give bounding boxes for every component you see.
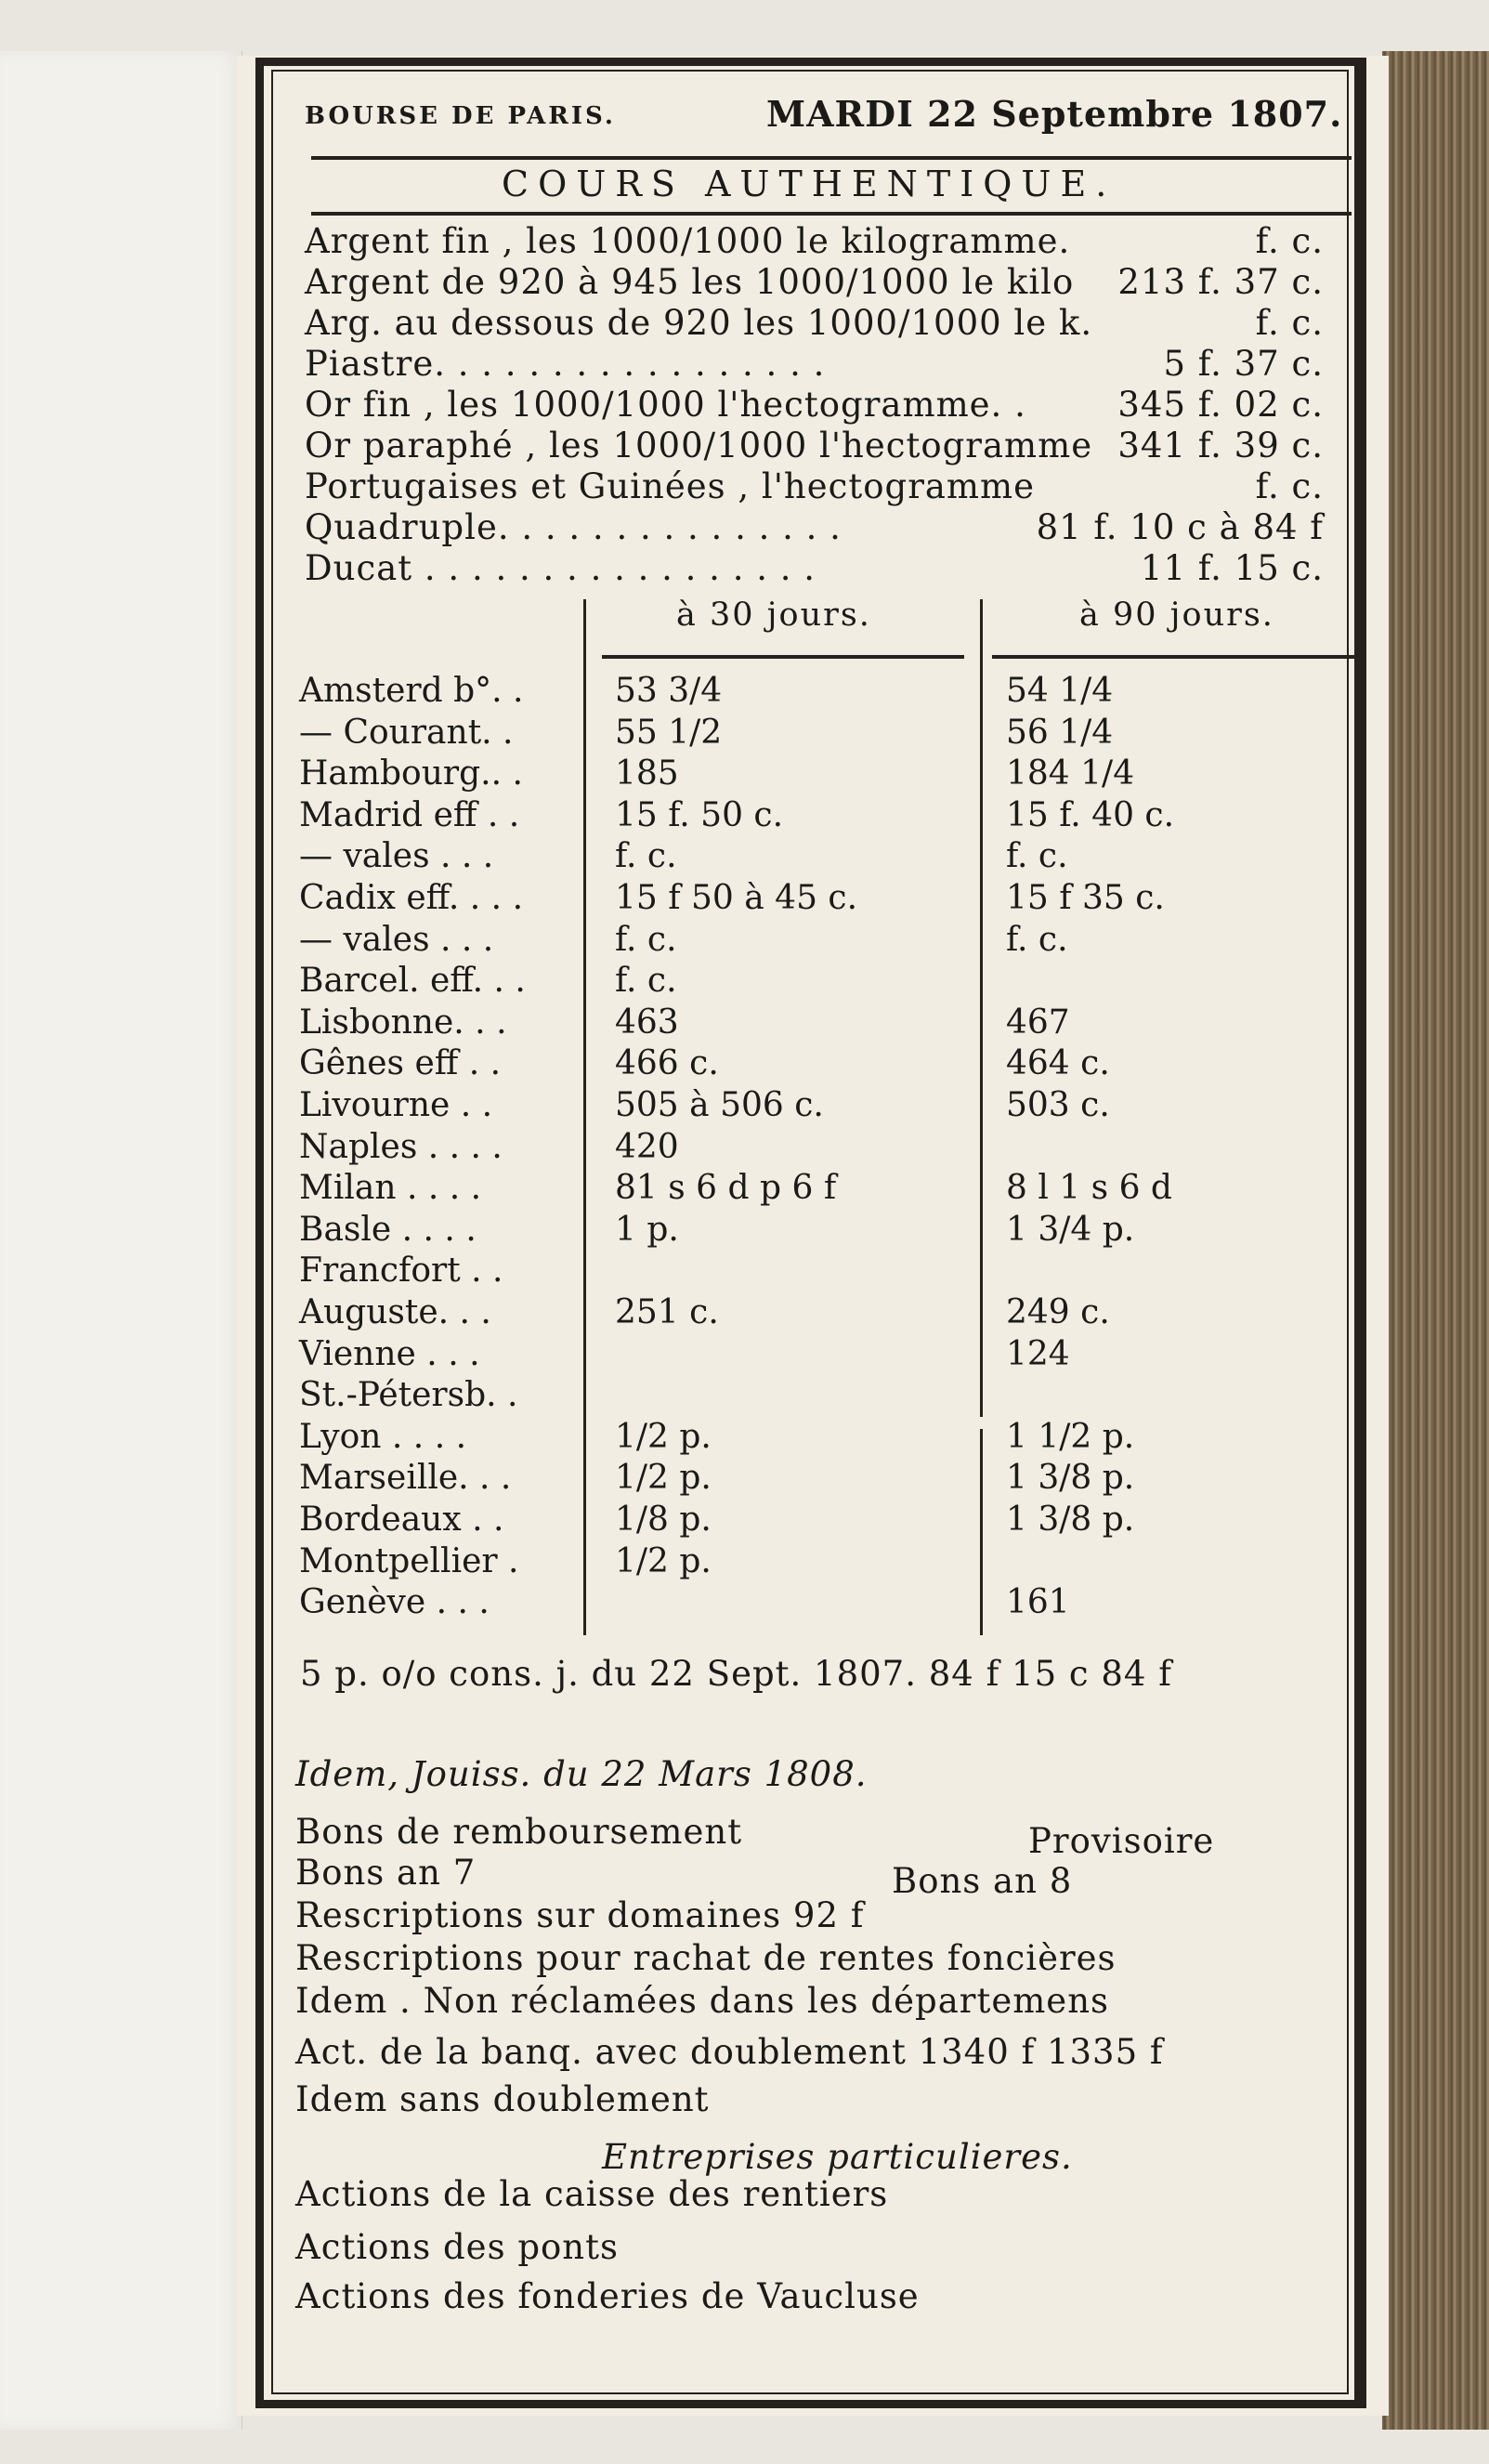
- exchange-city: Basle . . . .: [299, 1211, 477, 1249]
- rate-90-days: 184 1/4: [1006, 754, 1135, 793]
- rate-30-days: 505 à 506 c.: [615, 1086, 824, 1124]
- exchange-city: Genève . . .: [299, 1583, 490, 1621]
- rente-jouissance: Idem, Jouiss. du 22 Mars 1808.: [295, 1754, 868, 1794]
- rate-30-days: 1/2 p.: [615, 1418, 712, 1456]
- exchange-city: Naples . . . .: [299, 1128, 503, 1166]
- rate-30-days: 15 f. 50 c.: [615, 796, 784, 834]
- rate-90-days: 15 f. 40 c.: [1006, 796, 1175, 834]
- rate-30-days: 185: [615, 754, 679, 793]
- column-header-90-days: à 90 jours.: [1079, 596, 1274, 634]
- title-rule: [311, 212, 1352, 216]
- book-page-edges: [1382, 51, 1489, 2430]
- rate-30-days: 463: [615, 1003, 679, 1042]
- exchange-city: Cadix eff. . . .: [299, 879, 524, 917]
- bons-remboursement: Bons de remboursement: [295, 1812, 743, 1852]
- rate-90-days: 161: [1006, 1583, 1070, 1621]
- metal-value: 341 f. 39 c.: [1117, 426, 1324, 465]
- column-divider-left: [583, 599, 586, 1635]
- column-divider-mid-lower: [980, 1429, 983, 1635]
- rate-90-days: 54 1/4: [1006, 672, 1114, 710]
- exchange-city: Bordeaux . .: [299, 1501, 504, 1539]
- entreprise-item-caisse-rentiers: Actions de la caisse des rentiers: [295, 2174, 889, 2214]
- exchange-city: Gênes eff . .: [299, 1044, 502, 1082]
- rate-30-days: 1/8 p.: [615, 1501, 712, 1539]
- exchange-city: Montpellier .: [299, 1542, 519, 1580]
- rate-30-days: 466 c.: [615, 1044, 719, 1082]
- bons-an-8: Bons an 8: [892, 1861, 1073, 1901]
- actions-banque-sans-doublement: Idem sans doublement: [295, 2079, 710, 2119]
- rate-90-days: 8 l 1 s 6 d: [1006, 1169, 1172, 1207]
- rate-30-days: 420: [615, 1128, 679, 1166]
- column-divider-mid-upper: [980, 599, 983, 1417]
- rate-90-days: 1 3/4 p.: [1006, 1211, 1135, 1249]
- exchange-name: BOURSE DE PARIS.: [305, 102, 616, 130]
- entreprise-item-fonderies-vaucluse: Actions des fonderies de Vaucluse: [295, 2276, 920, 2316]
- col30-header-rule: [602, 655, 964, 659]
- metal-value: 11 f. 15 c.: [1140, 548, 1324, 588]
- metal-label: Argent de 920 à 945 les 1000/1000 le kilo: [305, 262, 1075, 302]
- rente-5pc-consolidated: 5 p. o/o cons. j. du 22 Sept. 1807. 84 f 15 c 84 f: [300, 1654, 1172, 1694]
- bons-an-7: Bons an 7: [295, 1853, 477, 1893]
- rate-90-days: 467: [1006, 1003, 1070, 1042]
- exchange-city: Madrid eff . .: [299, 796, 520, 834]
- metal-label: Arg. au dessous de 920 les 1000/1000 le k.: [305, 303, 1093, 343]
- facing-blank-page: [0, 51, 242, 2430]
- exchange-city: Francfort . .: [299, 1252, 503, 1290]
- exchange-city: Barcel. eff. . .: [299, 962, 526, 1000]
- rate-90-days: 124: [1006, 1335, 1070, 1373]
- metal-value: f. c.: [1255, 466, 1324, 506]
- rate-90-days: f. c.: [1006, 921, 1068, 959]
- rate-90-days: f. c.: [1006, 837, 1068, 875]
- exchange-city: Livourne . .: [299, 1086, 493, 1124]
- metal-label: Ducat . . . . . . . . . . . . . . . . .: [305, 548, 816, 588]
- rate-30-days: 1/2 p.: [615, 1459, 712, 1497]
- exchange-city: Hambourg.. .: [299, 754, 523, 793]
- rate-90-days: 1 1/2 p.: [1006, 1418, 1135, 1456]
- rate-90-days: 56 1/4: [1006, 714, 1114, 752]
- entreprises-title: Entreprises particulieres.: [602, 2137, 1073, 2177]
- metal-label: Quadruple. . . . . . . . . . . . . . .: [305, 507, 842, 547]
- rate-30-days: 55 1/2: [615, 714, 723, 752]
- exchange-city: Amsterd b°. .: [299, 672, 524, 710]
- metal-value: 81 f. 10 c à 84 f: [1036, 507, 1324, 547]
- col90-header-rule: [992, 655, 1354, 659]
- rate-30-days: 251 c.: [615, 1293, 719, 1331]
- rescriptions-rachat-rentes: Rescriptions pour rachat de rentes foncières: [295, 1938, 1117, 1978]
- exchange-city: — vales . . .: [299, 921, 494, 959]
- metal-label: Piastre. . . . . . . . . . . . . . . . .: [305, 344, 826, 384]
- metal-value: f. c.: [1255, 221, 1324, 261]
- exchange-city: Marseille. . .: [299, 1459, 512, 1497]
- rate-90-days: 249 c.: [1006, 1293, 1110, 1331]
- column-header-30-days: à 30 jours.: [676, 596, 871, 634]
- entreprise-item-ponts: Actions des ponts: [295, 2227, 619, 2267]
- rate-30-days: f. c.: [615, 837, 677, 875]
- exchange-city: Lyon . . . .: [299, 1418, 467, 1456]
- rate-90-days: 15 f 35 c.: [1006, 879, 1165, 917]
- rate-90-days: 1 3/8 p.: [1006, 1501, 1135, 1539]
- actions-banque-avec-doublement: Act. de la banq. avec doublement 1340 f 1335 f: [295, 2032, 1164, 2072]
- exchange-city: St.-Pétersb. .: [299, 1376, 518, 1414]
- bulletin-date: MARDI 22 Septembre 1807.: [766, 93, 1343, 135]
- rate-90-days: 503 c.: [1006, 1086, 1110, 1124]
- exchange-city: — Courant. .: [299, 714, 514, 752]
- rate-90-days: 464 c.: [1006, 1044, 1110, 1082]
- exchange-city: Auguste. . .: [299, 1293, 491, 1331]
- exchange-city: Milan . . . .: [299, 1169, 482, 1207]
- metal-label: Argent fin , les 1000/1000 le kilogramme.: [305, 221, 1071, 261]
- page-title: COURS AUTHENTIQUE.: [502, 164, 1117, 204]
- metal-value: 345 f. 02 c.: [1117, 385, 1324, 425]
- exchange-city: Vienne . . .: [299, 1335, 480, 1373]
- rate-30-days: f. c.: [615, 921, 677, 959]
- rate-30-days: 15 f 50 à 45 c.: [615, 879, 858, 917]
- rate-30-days: 1 p.: [615, 1211, 679, 1249]
- metal-label: Or paraphé , les 1000/1000 l'hectogramme: [305, 426, 1093, 465]
- provisoire-label: Provisoire: [1028, 1821, 1215, 1861]
- metal-value: 5 f. 37 c.: [1163, 344, 1324, 384]
- rate-30-days: 1/2 p.: [615, 1542, 712, 1580]
- rate-30-days: f. c.: [615, 962, 677, 1000]
- exchange-city: Lisbonne. . .: [299, 1003, 507, 1042]
- rescriptions-domaines: Rescriptions sur domaines 92 f: [295, 1895, 865, 1935]
- header-rule: [311, 156, 1352, 160]
- metal-value: 213 f. 37 c.: [1117, 262, 1324, 302]
- metal-value: f. c.: [1255, 303, 1324, 343]
- rate-90-days: 1 3/8 p.: [1006, 1459, 1135, 1497]
- rate-30-days: 81 s 6 d p 6 f: [615, 1169, 837, 1207]
- metal-label: Or fin , les 1000/1000 l'hectogramme. .: [305, 385, 1026, 425]
- rate-30-days: 53 3/4: [615, 672, 723, 710]
- non-reclamees-departemens: Idem . Non réclamées dans les départemens: [295, 1981, 1110, 2021]
- exchange-city: — vales . . .: [299, 837, 494, 875]
- metal-label: Portugaises et Guinées , l'hectogramme: [305, 466, 1036, 506]
